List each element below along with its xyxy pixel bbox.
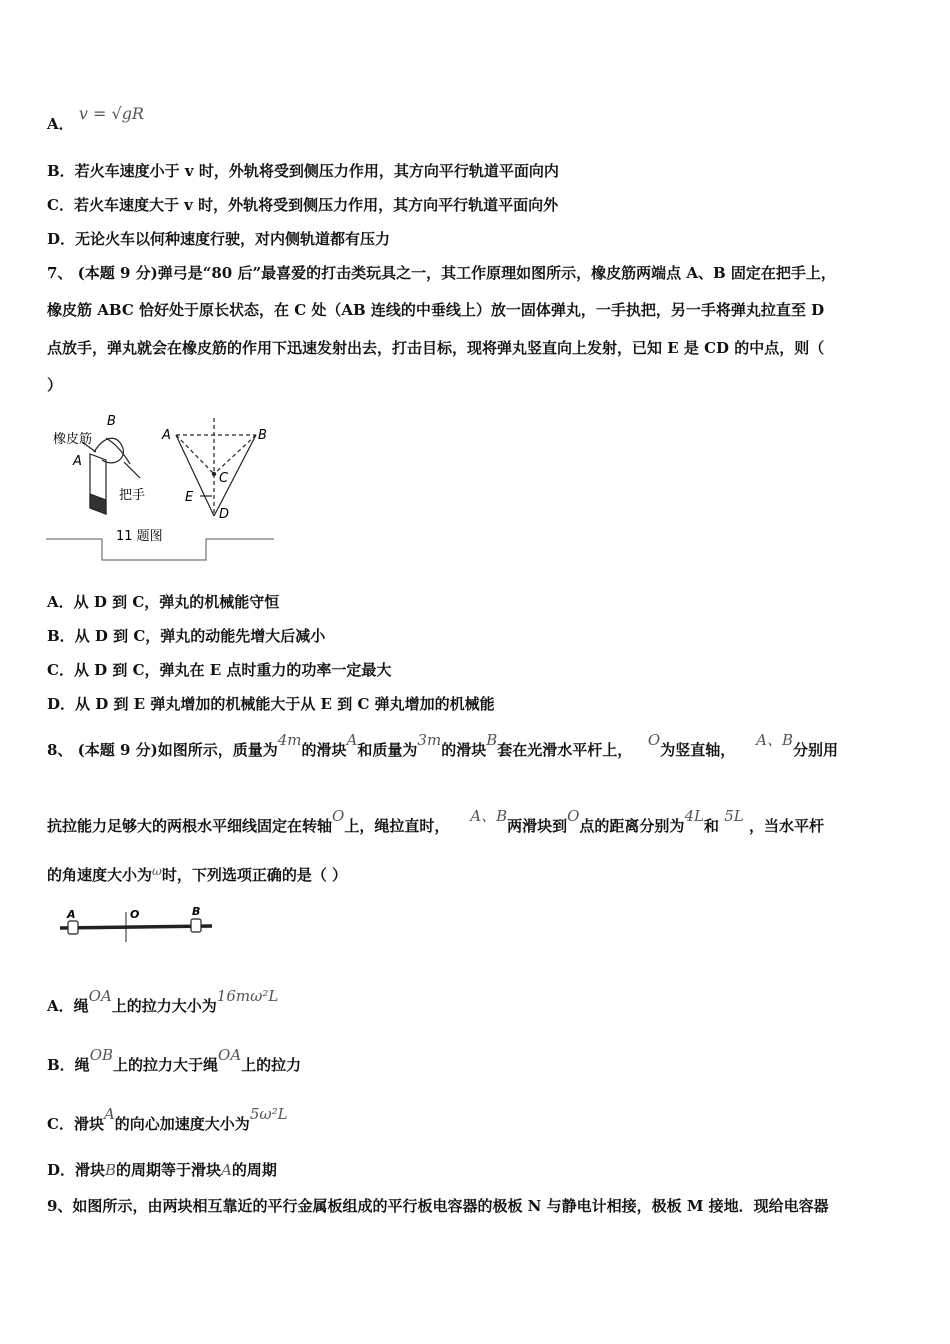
geom-point-d: D	[219, 507, 230, 522]
q7-option-b[interactable]: B．从 D 到 C，弹丸的动能先增大后减小	[47, 627, 326, 645]
rod-label-a: A	[67, 908, 76, 921]
q8-stem-line3: 的角速度大小为$^\omega$时，下列选项正确的是（ ）	[47, 864, 348, 884]
q7-option-d[interactable]: D．从 D 到 E 弹丸增加的机械能大于从 E 到 C 弹丸增加的机械能	[47, 695, 495, 713]
rod-label-b: B	[192, 905, 201, 918]
q8-option-d[interactable]: D．滑块B的周期等于滑块A的周期	[47, 1161, 277, 1179]
figure-caption: 11 题图	[116, 529, 163, 544]
slider-a	[68, 921, 78, 934]
q8-rod-figure	[56, 904, 218, 946]
q6-option-a-formula: v = √gR	[78, 104, 144, 123]
q7-stem-line2: 橡皮筋 ABC 恰好处于原长状态，在 C 处（AB 连线的中垂线上）放一固体弹丸，一手执把，另一手将弹丸拉直至 D	[47, 301, 825, 319]
q8-stem-line2: 抗拉能力足够大的两根水平细线固定在转轴O上，绳拉直时， A、B两滑块到O点的距离分别为4L和 5L ，当水平杆	[47, 807, 824, 835]
q7-stem-line3: 点放手，弹丸就会在橡皮筋的作用下迅速发射出去，打击目标，现将弹丸竖直向上发射，已知 E 是 CD 的中点，则（	[47, 339, 825, 357]
q8-option-a[interactable]: A．绳OA上的拉力大小为16mω²L	[47, 987, 279, 1015]
geom-point-e: E	[185, 490, 194, 505]
q6-option-c[interactable]: C．若火车速度大于 v 时，外轨将受到侧压力作用，其方向平行轨道平面向外	[47, 196, 559, 214]
q6-option-a[interactable]: A． v = √gR	[47, 104, 144, 133]
q8-stem-line1: 8、 (本题 9 分)如图所示，质量为4m的滑块A和质量为3m的滑块B套在光滑水平杆上， O为竖直轴， A、B分别用	[47, 731, 839, 759]
q9-stem-line1: 9、如图所示，由两块相互靠近的平行金属板组成的平行板电容器的极板 N 与静电计相接，极板 M 接地．现给电容器	[47, 1197, 829, 1215]
q7-option-a[interactable]: A．从 D 到 C，弹丸的机械能守恒	[47, 593, 280, 611]
q7-slingshot-figure	[44, 408, 276, 564]
geom-point-b: B	[258, 428, 267, 443]
q6-option-b[interactable]: B．若火车速度小于 v 时，外轨将受到侧压力作用，其方向平行轨道平面向内	[47, 162, 559, 180]
q7-stem-line4: ）	[47, 376, 63, 394]
q8-option-c[interactable]: C．滑块A的向心加速度大小为5ω²L	[47, 1105, 288, 1133]
geom-point-a: A	[162, 428, 171, 443]
q7-option-c[interactable]: C．从 D 到 C，弹丸在 E 点时重力的功率一定最大	[47, 661, 392, 679]
horizontal-rod	[60, 926, 212, 928]
rod-label-o: O	[130, 908, 140, 921]
geom-point-c: C	[219, 471, 229, 486]
slider-b	[191, 919, 201, 932]
handle-label: 把手	[119, 488, 146, 503]
rubber-band-label: 橡皮筋	[53, 432, 93, 447]
sketch-point-b: B	[107, 414, 116, 429]
q6-option-d[interactable]: D．无论火车以何种速度行驶，对内侧轨道都有压力	[47, 230, 391, 248]
q8-option-b[interactable]: B．绳OB上的拉力大于绳OA上的拉力	[47, 1046, 302, 1074]
sketch-point-a: A	[73, 454, 82, 469]
point-c-dot	[212, 472, 216, 476]
q7-stem-line1: 7、 (本题 9 分)弹弓是“80 后”最喜爱的打击类玩具之一，其工作原理如图所示，橡皮筋两端点 A、B 固定在把手上，	[47, 264, 836, 282]
